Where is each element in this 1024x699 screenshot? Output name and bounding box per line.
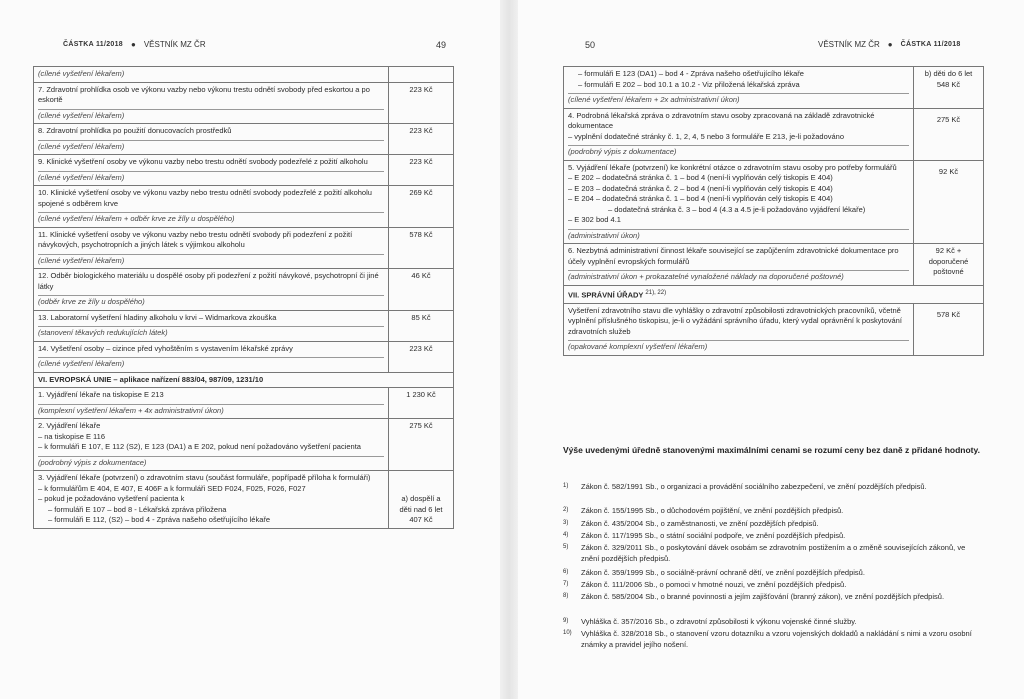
row-line: – E 202 – dodatečná stránka č. 1 – bod 4 (není-li vyplňován celý tiskopis E 404) <box>568 173 833 182</box>
price-line: 407 Kč <box>409 515 433 524</box>
row-price: 578 Kč <box>389 227 454 269</box>
table-row <box>34 124 454 155</box>
table-row <box>34 82 454 124</box>
row-note: (cílené vyšetření lékařem) <box>38 357 384 370</box>
row-description: 11. Klinické vyšetření osoby ve výkonu vazby nebo trestu odnětí svobody při podezření z požití návykových, psychotropních a jiných látek s výjimkou alkoholu <box>38 229 353 249</box>
row-note: (cílené vyšetření lékařem) <box>38 171 384 184</box>
price-line: doporučené <box>928 256 969 266</box>
row-text <box>34 471 389 529</box>
footnote-item <box>563 542 983 564</box>
row-description: 10. Klinické vyšetření osoby ve výkonu vazby nebo trestu odnětí svobody podezřelé z požití alkoholu spojené s odběrem krve <box>38 188 372 208</box>
footnote-mark: 5) <box>563 544 569 550</box>
row-line: – formuláři E 123 (DA1) – bod 4 - Zpráva našeho ošetřujícího lékaře <box>578 69 804 78</box>
row-note: (odběr krve ze žíly u dospělého) <box>38 295 384 308</box>
section-title-authorities <box>564 285 984 303</box>
row-description: 8. Zdravotní prohlídka po použití donucovacích prostředků <box>38 126 232 135</box>
row-price: 223 Kč <box>389 155 454 186</box>
row-price: 92 Kč <box>914 160 984 244</box>
table-row <box>34 67 454 83</box>
right-header-bulletin: VĚSTNÍK MZ ČR <box>818 40 880 49</box>
table-row <box>34 341 454 372</box>
row-note: (administrativní úkon + prokazatelné vynaložené náklady na doporučené poštovné) <box>568 270 909 283</box>
table-row <box>34 269 454 311</box>
row-note: (komplexní vyšetření lékařem + 4x administrativní úkon) <box>38 404 384 417</box>
left-header-part: ČÁSTKA 11/2018 <box>63 41 123 48</box>
footnote-text: Zákon č. 111/2006 Sb., o pomoci v hmotné nouzi, ve znění pozdějších předpisů. <box>581 580 847 589</box>
vat-note: Výše uvedenými úředně stanovenými maximálními cenami se rozumí ceny bez daně z přidané hodnoty. <box>563 445 980 455</box>
table-row <box>34 419 454 471</box>
row-text <box>34 124 389 155</box>
footnote-text: Zákon č. 435/2004 Sb., o zaměstnanosti, ve znění pozdějších předpisů. <box>581 519 819 528</box>
footnote-text: Zákon č. 155/1995 Sb., o důchodovém pojištění, ve znění pozdějších předpisů. <box>581 506 844 515</box>
row-text <box>34 155 389 186</box>
row-price <box>914 67 984 109</box>
price-line: poštovné <box>933 267 964 276</box>
footnote-item <box>563 530 983 541</box>
row-price <box>389 67 454 83</box>
row-price: 275 Kč <box>914 108 984 160</box>
row-line: – E 302 bod 4.1 <box>568 215 621 224</box>
header-separator: ● <box>887 40 893 49</box>
row-line: – pokud je požadováno vyšetření pacienta k <box>38 494 185 503</box>
row-note: (cílené vyšetření lékařem) <box>38 69 125 78</box>
row-line: – vyplnění dodatečné stránky č. 1, 2, 4, 5 nebo 3 formuláře E 213, je-li požadováno <box>568 131 845 141</box>
row-description: 1. Vyjádření lékaře na tiskopise E 213 <box>38 390 164 399</box>
row-line: – na tiskopise E 116 <box>38 431 105 441</box>
section-row <box>34 372 454 388</box>
footnote-item <box>563 591 983 602</box>
row-note: (cílené vyšetření lékařem) <box>38 140 384 153</box>
table-row <box>564 67 984 109</box>
footnote-mark: 7) <box>563 581 569 587</box>
footnote-mark: 8) <box>563 593 569 599</box>
footnote-mark: 1) <box>563 483 569 489</box>
row-description: 12. Odběr biologického materiálu u dospělé osoby při podezření z požití návykové, psychotropní či jiné látky <box>38 271 379 291</box>
footnote-item <box>563 505 983 516</box>
row-line: 2. Vyjádření lékaře <box>38 421 101 430</box>
footnote-text: Zákon č. 582/1991 Sb., o organizaci a provádění sociálního zabezpečení, ve znění pozdějších předpisů. <box>581 482 927 491</box>
row-description: 14. Vyšetření osoby – cizince před vyhoštěním s vystavením lékařské zprávy <box>38 343 293 353</box>
footnote-item <box>563 616 983 627</box>
table-row <box>564 303 984 355</box>
row-text <box>34 269 389 311</box>
price-line: děti nad 6 let <box>399 504 443 514</box>
row-text <box>34 341 389 372</box>
table-row <box>34 227 454 269</box>
price-line: 92 Kč + <box>935 246 962 255</box>
table-row <box>564 160 984 244</box>
footnote-item <box>563 481 983 492</box>
row-text <box>34 82 389 124</box>
section-footnote-ref: 21), 22) <box>645 289 667 296</box>
footnote-mark: 3) <box>563 520 569 526</box>
left-price-table <box>33 66 454 529</box>
row-text <box>564 67 914 109</box>
footnote-item <box>563 518 983 529</box>
row-note: (cílené vyšetření lékařem) <box>38 109 384 122</box>
page-gutter <box>500 0 518 699</box>
row-text <box>34 310 389 341</box>
row-description: 6. Nezbytná administrativní činnost lékaře související se zapůjčením zdravotnické dokumentace pro účely vyplnění evropských formulářů <box>568 246 899 266</box>
footnote-text: Vyhláška č. 328/2018 Sb., o stanovení vzoru dotazníku a vzoru vojenských dokladů a nakládání s nimi a vzoru osobní známky a pravidel jejího nošení. <box>581 629 972 649</box>
row-description: 13. Laboratorní vyšetření hladiny alkoholu v krvi – Widmarkova zkouška <box>38 312 277 322</box>
table-row <box>564 108 984 160</box>
row-note: (cílené vyšetření lékařem) <box>38 254 384 267</box>
row-text <box>34 227 389 269</box>
row-note: (podrobný výpis z dokumentace) <box>568 145 909 158</box>
row-line: – formuláři E 112, (S2) – bod 4 - Zpráva našeho ošetřujícího lékaře <box>48 515 271 524</box>
row-price: 223 Kč <box>389 82 454 124</box>
row-line: – E 203 – dodatečná stránka č. 2 – bod 4 (není-li vyplňován celý tiskopis E 404) <box>568 183 833 193</box>
row-description: 4. Podrobná lékařská zpráva o zdravotním stavu osoby zpracovaná na základě zdravotnické dokumentace <box>568 110 875 130</box>
right-page-number: 50 <box>585 40 596 50</box>
table-row <box>564 244 984 286</box>
row-line: – dodatečná stránka č. 3 – bod 4 (4.3 a 4.5 je-li požadováno vyjádření lékaře) <box>608 204 866 214</box>
row-price: 275 Kč <box>389 419 454 471</box>
row-price <box>914 244 984 286</box>
section-row <box>564 285 984 303</box>
footnote-mark: 10) <box>563 630 572 636</box>
price-line: b) děti do 6 let <box>924 69 973 78</box>
row-note: (cílené vyšetření lékařem + odběr krve ze žíly u dospělého) <box>38 212 384 225</box>
left-running-header <box>63 40 206 49</box>
row-price <box>389 471 454 529</box>
row-description: 9. Klinické vyšetření osoby ve výkonu vazby nebo trestu odnětí svobody podezřelé z požití alkoholu <box>38 157 368 166</box>
row-note: (opakované komplexní vyšetření lékařem) <box>568 340 909 353</box>
row-text <box>564 303 914 355</box>
row-text <box>564 160 914 244</box>
row-price: 269 Kč <box>389 186 454 228</box>
row-line: – k formulářům E 404, E 407, E 406F a k formuláři SED F024, F025, F026, F027 <box>38 483 306 493</box>
price-line: a) dospělí a <box>401 494 441 503</box>
footnote-text: Zákon č. 359/1999 Sb., o sociálně-právní ochraně dětí, ve znění pozdějších předpisů. <box>581 568 865 577</box>
right-running-header <box>818 40 961 49</box>
row-text <box>564 108 914 160</box>
section-title-text: VII. SPRÁVNÍ ÚŘADY <box>568 290 644 299</box>
footnote-text: Zákon č. 117/1995 Sb., o státní sociální podpoře, ve znění pozdějších předpisů. <box>581 531 846 540</box>
row-note: (stanovení těkavých redukujících látek) <box>38 326 384 339</box>
table-row <box>34 310 454 341</box>
row-line: – formuláři E 107 – bod 8 - Lékařská zpráva přiložena <box>48 504 227 514</box>
footnote-item <box>563 628 983 650</box>
row-line: – E 204 – dodatečná stránka č. 1 – bod 4 (není-li vyplňován celý tiskopis E 404) <box>568 194 833 203</box>
table-row <box>34 186 454 228</box>
section-title-eu: VI. EVROPSKÁ UNIE – aplikace nařízení 883/04, 987/09, 1231/10 <box>34 372 454 388</box>
row-price: 223 Kč <box>389 124 454 155</box>
row-note: (cílené vyšetření lékařem + 2x administrativní úkon) <box>568 93 909 106</box>
row-line: – k formuláři E 107, E 112 (S2), E 123 (DA1) a E 202, pokud není požadováno vyšetření pacienta <box>38 442 361 451</box>
left-page <box>0 0 500 699</box>
left-page-number: 49 <box>436 40 447 50</box>
footnote-item <box>563 579 983 590</box>
row-description: Vyšetření zdravotního stavu dle vyhlášky o zdravotní způsobilosti zdravotnických pracovníků, včetně vyplnění příslušného tiskopisu, je-li o vyžádání správního úřadu, který vydal oprávnění k poskytování zdravotních služeb <box>568 305 902 336</box>
footnote-text: Zákon č. 329/2011 Sb., o poskytování dávek osobám se zdravotním postižením a o změně souvisejících zákonů, ve znění pozdějších předpisů. <box>581 543 966 563</box>
right-price-table <box>563 66 984 356</box>
header-separator: ● <box>130 40 136 49</box>
row-price: 46 Kč <box>389 269 454 311</box>
price-line: 548 Kč <box>936 79 961 89</box>
footnote-mark: 9) <box>563 618 569 624</box>
table-row <box>34 155 454 186</box>
row-text <box>34 186 389 228</box>
row-note: (podrobný výpis z dokumentace) <box>38 456 384 469</box>
footnote-text: Zákon č. 585/2004 Sb., o branné povinnosti a jejím zajišťování (branný zákon), ve znění pozdějších předpisů. <box>581 592 945 601</box>
right-header-part: ČÁSTKA 11/2018 <box>900 41 961 48</box>
row-text <box>34 67 389 83</box>
table-row <box>34 388 454 419</box>
row-price: 578 Kč <box>914 303 984 355</box>
footnote-mark: 6) <box>563 569 569 575</box>
footnote-mark: 4) <box>563 532 569 538</box>
row-line: – formuláři E 202 – bod 10.1 a 10.2 - Viz přiložená lékařská zpráva <box>578 79 800 89</box>
row-text <box>564 244 914 286</box>
row-price: 223 Kč <box>389 341 454 372</box>
footnote-mark: 2) <box>563 507 569 513</box>
row-description: 7. Zdravotní prohlídka osob ve výkonu vazby nebo výkonu trestu odnětí svobody před eskortou a po eskortě <box>38 84 370 104</box>
row-price: 1 230 Kč <box>389 388 454 419</box>
row-price: 85 Kč <box>389 310 454 341</box>
row-note: (administrativní úkon) <box>568 229 909 242</box>
footnote-item <box>563 567 983 578</box>
row-description: 5. Vyjádření lékaře (potvrzení) ke konkrétní otázce o zdravotním stavu osoby pro potřeby formulářů <box>568 162 897 172</box>
footnote-text: Vyhláška č. 357/2016 Sb., o zdravotní způsobilosti k výkonu vojenské činné služby. <box>581 617 857 626</box>
row-text <box>34 388 389 419</box>
table-row <box>34 471 454 529</box>
left-header-bulletin: VĚSTNÍK MZ ČR <box>143 40 206 49</box>
row-line: 3. Vyjádření lékaře (potvrzení) o zdravotním stavu (součást formuláře, popřípadě příloha k formuláři) <box>38 473 371 482</box>
row-text <box>34 419 389 471</box>
